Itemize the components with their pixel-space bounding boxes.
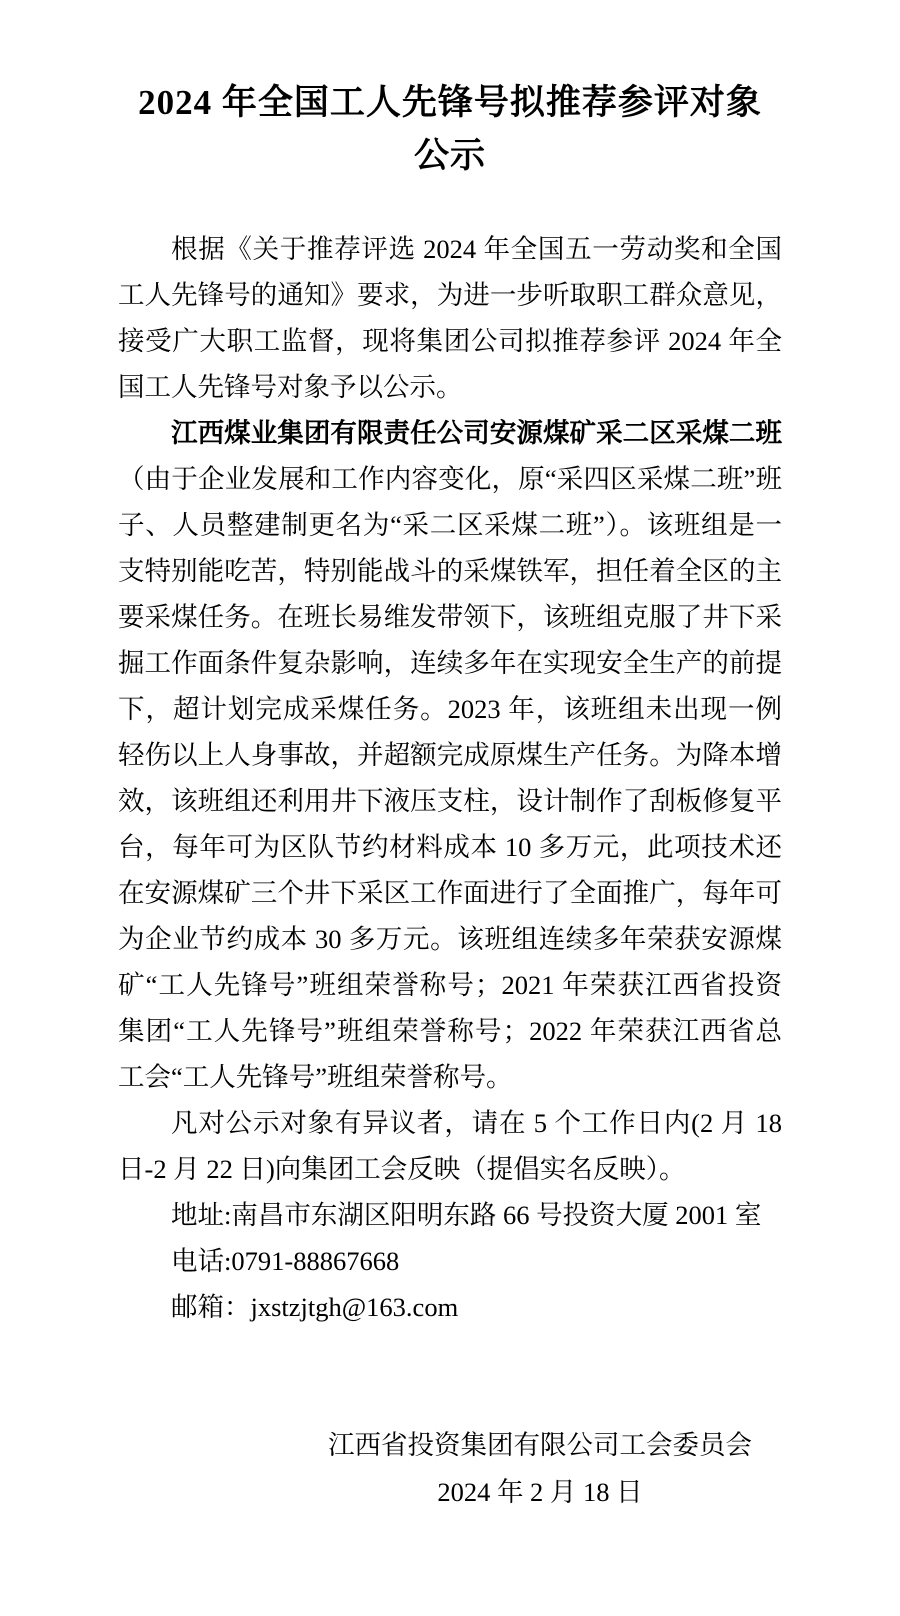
document-title-line1: 2024 年全国工人先锋号拟推荐参评对象 [138, 83, 762, 122]
contact-address-line [118, 1192, 782, 1238]
document-title-line2: 公示 [413, 136, 486, 175]
signature-organization: 江西省投资集团有限公司工会委员会 [328, 1430, 752, 1460]
phone-value: 0791-88867668 [231, 1246, 400, 1276]
paragraph-objection: 凡对公示对象有异议者，请在 5 个工作日内(2 月 18 日-2 月 22 日)向集团工会反映（提倡实名反映）。 [118, 1108, 782, 1184]
contact-email-line [118, 1284, 782, 1330]
paragraph-team [118, 410, 782, 1100]
paragraph-team-text: （由于企业发展和工作内容变化，原“采四区采煤二班”班子、人员整建制更名为“采二区采煤二班”）。该班组是一支特别能吃苦，特别能战斗的采煤铁军，担任着全区的主要采煤任务。在班长易维发带领下，该班组克服了井下采掘工作面条件复杂影响，连续多年在实现安全生产的前提下，超计划完成采煤任务。2023 年，该班组未出现一例轻伤以上人身事故，并超额完成原煤生产任务。为降本增效，该班组还利用井下液压支柱，设计制作了刮板修复平台，每年可为区队节约材料成本 10 多万元，此项技术还在安源煤矿三个井下采区工作面进行了全面推广，每年可为企业节约成本 30 多万元。该班组连续多年荣获安源煤矿“工人先锋号”班组荣誉称号；2021 年荣获江西省投资集团“工人先锋号”班组荣誉称号；2022 年荣获江西省总工会“工人先锋号”班组荣誉称号。 [118, 464, 782, 1092]
document-title [118, 76, 782, 182]
contact-phone-line [118, 1238, 782, 1284]
email-value: jxstzjtgh@163.com [250, 1292, 459, 1322]
signature-date: 2024 年 2 月 18 日 [437, 1477, 643, 1507]
paragraph-intro: 根据《关于推荐评选 2024 年全国五一劳动奖和全国工人先锋号的通知》要求，为进一步听取职工群众意见，接受广大职工监督，现将集团公司拟推荐参评 2024 年全国工人先锋号对象予以公示。 [118, 234, 782, 402]
team-name-bold: 江西煤业集团有限责任公司安源煤矿采二区采煤二班 [171, 418, 782, 448]
document-closing [298, 1422, 782, 1516]
email-label: 邮箱： [171, 1292, 251, 1322]
address-label: 地址: [171, 1200, 232, 1230]
address-value: 南昌市东湖区阳明东路 66 号投资大厦 2001 室 [231, 1200, 762, 1230]
phone-label: 电话: [171, 1246, 232, 1276]
document-body [118, 226, 782, 1330]
